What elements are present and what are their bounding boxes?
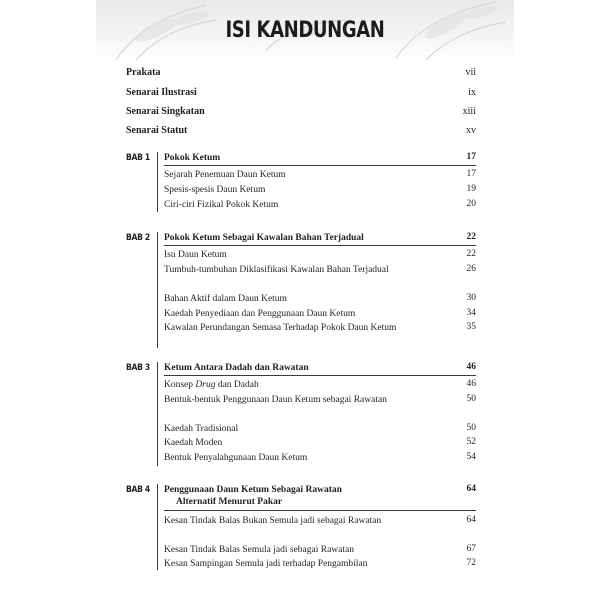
front-matter-label: Senarai Singkatan xyxy=(126,106,205,117)
toc-entry-text: dan Dadah xyxy=(215,380,259,390)
toc-entry-page: 22 xyxy=(466,249,476,259)
chapter-underline xyxy=(164,510,476,511)
front-matter-page: xv xyxy=(466,125,476,136)
chapter-page: 46 xyxy=(466,362,476,372)
toc-entry: Bentuk Penyalahgunaan Daun Ketum xyxy=(164,453,308,463)
toc-entry: Kaedah Moden xyxy=(164,438,223,448)
chapter-label: BAB 3 xyxy=(126,363,150,373)
toc-entry: Kesan Tindak Balas Semula jadi sebagai Rawatan xyxy=(164,545,354,555)
front-matter-label: Senarai Statut xyxy=(126,125,188,136)
toc-entry-italic: Drug xyxy=(195,380,216,390)
toc-entry: Kaedah Penyediaan dan Penggunaan Daun Ketum xyxy=(164,309,356,319)
toc-entry-page: 64 xyxy=(466,515,476,525)
toc-entry-page: 35 xyxy=(466,322,476,332)
chapter-divider xyxy=(157,484,158,570)
toc-entry-page: 50 xyxy=(466,423,476,433)
chapter-divider xyxy=(157,152,158,212)
toc-entry-page: 67 xyxy=(466,544,476,554)
toc-entry-text: Konsep xyxy=(164,380,196,390)
toc-entry: Kesan Sampingan Semula jadi terhadap Pengambilan xyxy=(164,559,368,569)
front-matter-label: Senarai Ilustrasi xyxy=(126,87,197,98)
toc-entry: Bahan Aktif dalam Daun Ketum xyxy=(164,294,287,304)
chapter-label: BAB 4 xyxy=(126,485,150,495)
chapter-underline xyxy=(164,245,476,246)
toc-entry: Ciri-ciri Fizikal Pokok Ketum xyxy=(164,200,279,210)
toc-entry-page: 72 xyxy=(466,558,476,568)
toc-entry: Kawalan Perundangan Semasa Terhadap Pokok Daun Ketum xyxy=(164,323,397,333)
toc-entry-page: 20 xyxy=(466,199,476,209)
chapter-divider xyxy=(157,362,158,466)
chapter-title-line2: Alternatif Menurut Pakar xyxy=(176,497,283,507)
chapter-page: 17 xyxy=(466,152,476,162)
chapter-label: BAB 1 xyxy=(126,153,150,163)
chapter-page: 22 xyxy=(466,232,476,242)
chapter-page: 64 xyxy=(466,484,476,494)
toc-entry: Spesis-spesis Daun Ketum xyxy=(164,185,266,195)
toc-entry-page: 34 xyxy=(466,308,476,318)
front-matter-label: Prakata xyxy=(126,67,161,78)
toc-entry xyxy=(164,379,414,391)
toc-entry: Kesan Tindak Balas Bukan Semula jadi sebagai Rawatan xyxy=(164,516,382,526)
toc-entry-page: 26 xyxy=(466,264,476,274)
front-matter-page: vii xyxy=(465,67,476,78)
chapter-underline xyxy=(164,375,476,376)
toc-entry-page: 19 xyxy=(466,184,476,194)
toc-entry-page: 54 xyxy=(466,452,476,462)
chapter-divider xyxy=(157,232,158,348)
toc-entry: Bentuk-bentuk Penggunaan Daun Ketum sebagai Rawatan xyxy=(164,395,387,405)
front-matter-page: ix xyxy=(468,87,476,98)
toc-entry-page: 46 xyxy=(466,379,476,389)
toc-entry: Sejarah Penemuan Daun Ketum xyxy=(164,170,286,180)
chapter-title: Pokok Ketum xyxy=(164,153,221,163)
chapter-label: BAB 2 xyxy=(126,233,150,243)
toc-entry-page: 50 xyxy=(466,394,476,404)
chapter-title-line1: Penggunaan Daun Ketum Sebagai Rawatan xyxy=(164,485,342,495)
front-matter-page: xiii xyxy=(462,106,476,117)
toc-entry: Kaedah Tradisional xyxy=(164,424,239,434)
chapter-title: Pokok Ketum Sebagai Kawalan Bahan Terjadual xyxy=(164,233,364,243)
page-title: ISI KANDUNGAN xyxy=(225,18,385,43)
toc-entry-page: 52 xyxy=(466,437,476,447)
chapter-underline xyxy=(164,165,476,166)
toc-entry: Tumbuh-tumbuhan Diklasifikasi Kawalan Bahan Terjadual xyxy=(164,265,389,275)
book-page xyxy=(96,0,514,609)
toc-entry-page: 17 xyxy=(466,169,476,179)
chapter-title: Ketum Antara Dadah dan Rawatan xyxy=(164,363,309,373)
toc-entry-page: 30 xyxy=(466,293,476,303)
toc-entry: Isu Daun Ketum xyxy=(164,250,227,260)
